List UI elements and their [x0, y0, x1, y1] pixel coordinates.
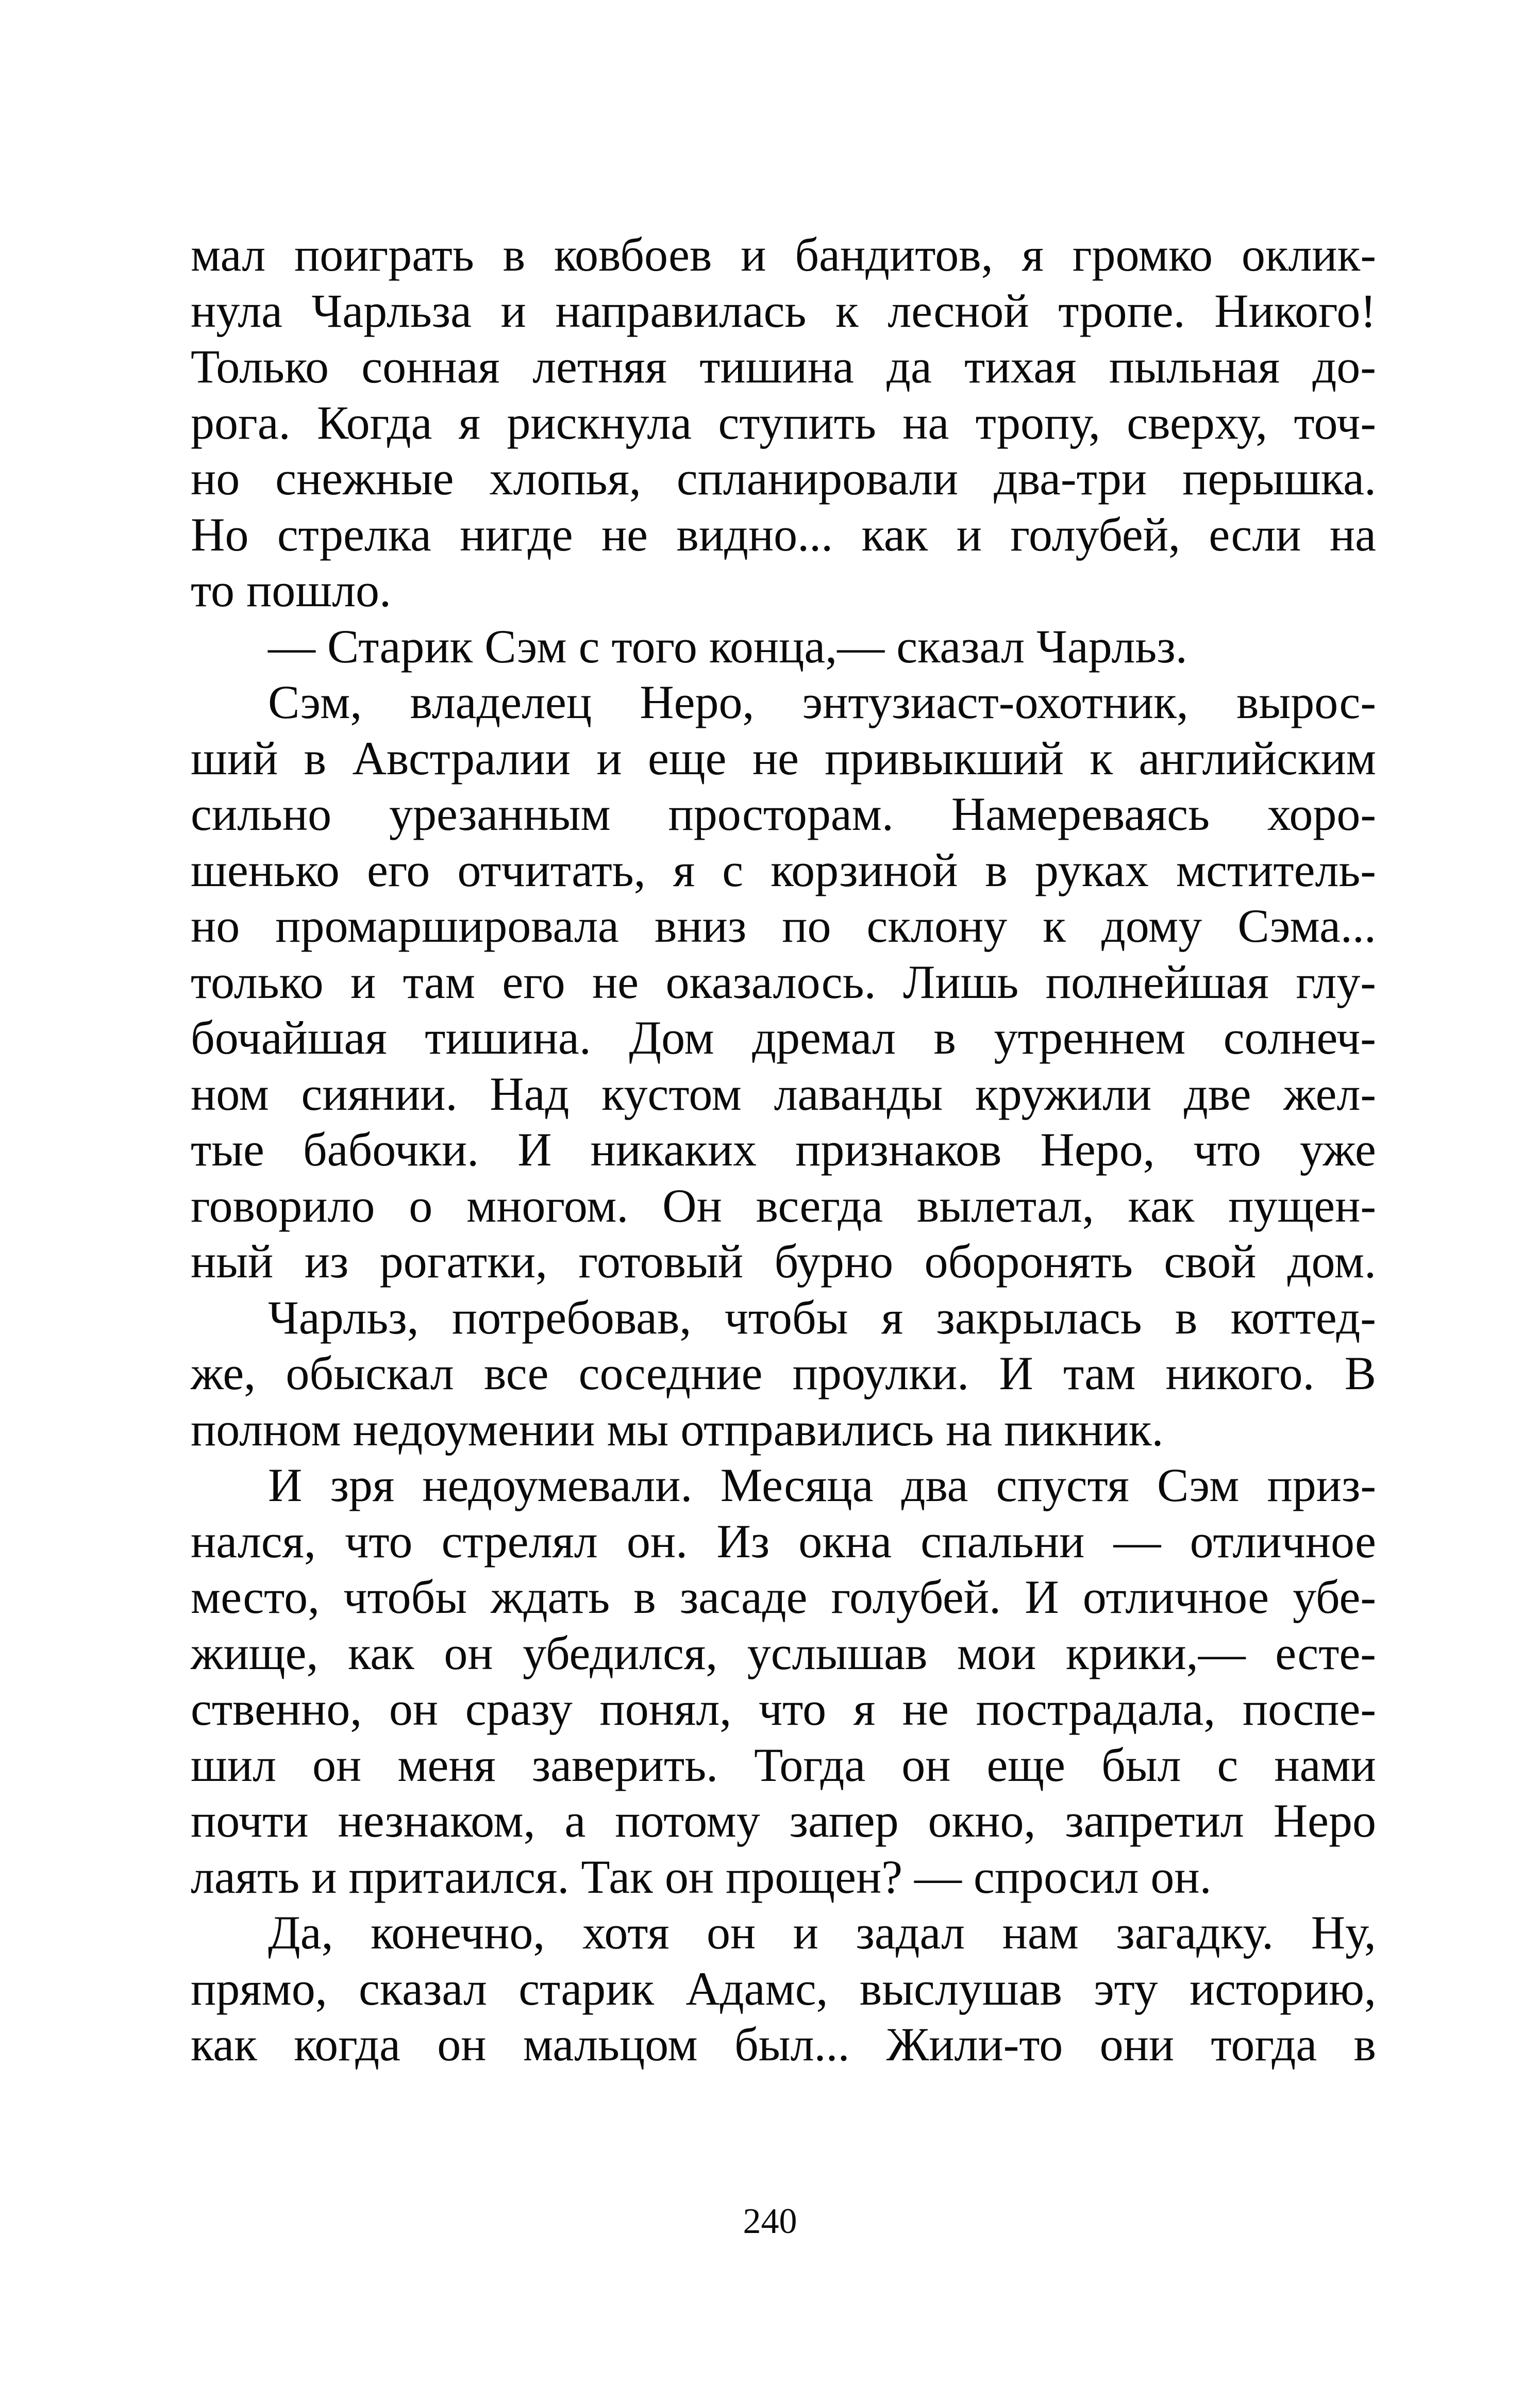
word: Только [191, 340, 329, 393]
word: два [901, 1459, 968, 1511]
word: И [268, 1459, 303, 1511]
word: корзиной [771, 843, 958, 896]
word: тропу, [975, 396, 1100, 449]
word: выслушав [859, 1962, 1062, 2015]
word: конечно, [371, 1906, 545, 1959]
text-line [191, 1290, 1376, 1346]
word: снежные [275, 452, 454, 505]
word: из [304, 1235, 349, 1288]
word: по [782, 899, 831, 952]
word: оборонять [924, 1235, 1133, 1288]
text-line [191, 730, 1376, 787]
word: мститель- [1176, 843, 1376, 896]
word: я [881, 1291, 903, 1344]
word: отчитать, [457, 843, 646, 896]
word: два-три [994, 452, 1147, 505]
word: рога. [191, 396, 291, 449]
text-line [191, 842, 1376, 898]
text-line [191, 2016, 1376, 2073]
word: недоумевали. [422, 1459, 693, 1511]
text-line [191, 339, 1376, 395]
word: Да, [268, 1906, 333, 1959]
word: и [741, 228, 766, 281]
text-line [191, 507, 1376, 563]
word: что [345, 1514, 413, 1568]
word: окно, [928, 1794, 1036, 1847]
word: Лишь [902, 955, 1019, 1008]
text-line [191, 1737, 1376, 1793]
word: шенько [191, 843, 340, 896]
word: Тогда [754, 1738, 866, 1791]
word: обыскал [286, 1347, 454, 1399]
text-line: то пошло. [191, 564, 391, 616]
word: Дом [629, 1011, 714, 1064]
word: лаванды [774, 1067, 943, 1120]
word: дом. [1287, 1235, 1376, 1288]
word: сверху, [1127, 396, 1268, 449]
word: проулки. [792, 1347, 969, 1399]
word: Австралии [352, 731, 571, 785]
word: был... [734, 2018, 850, 2071]
word: как [348, 1626, 414, 1679]
word: старик [518, 1962, 655, 2015]
word: ковбоев [554, 228, 712, 281]
word: мои [957, 1626, 1036, 1679]
word: тишина. [425, 1011, 591, 1064]
text-line [191, 1066, 1376, 1122]
text-line [191, 1010, 1376, 1066]
word: нался, [191, 1514, 316, 1568]
word: его [502, 955, 565, 1008]
word: направилась [555, 284, 807, 337]
word: поспе- [1242, 1682, 1376, 1735]
word: мал [191, 228, 266, 281]
word: голубей, [1010, 508, 1180, 561]
word: он [901, 1738, 951, 1791]
word: хлопья, [489, 452, 641, 505]
word: точ- [1294, 396, 1376, 449]
word: о [409, 1179, 433, 1232]
word: сказал [359, 1962, 487, 2015]
text-line [191, 1178, 1376, 1234]
word: незнаком, [338, 1794, 535, 1847]
word: ный [191, 1235, 274, 1288]
word: я [458, 396, 481, 449]
word: бабочки. [303, 1123, 479, 1176]
word: к [1090, 731, 1113, 785]
word: его [366, 843, 430, 896]
word: с [722, 843, 744, 896]
text-line [191, 1122, 1376, 1178]
word: Сэма... [1237, 899, 1376, 952]
word: склону [866, 899, 1008, 952]
word: не [752, 731, 799, 785]
word: место, [191, 1571, 320, 1623]
word: И [1025, 1571, 1059, 1623]
word: признаков [795, 1123, 1002, 1176]
word: руках [1034, 843, 1149, 896]
word: нами [1274, 1738, 1376, 1791]
word: окна [798, 1514, 892, 1568]
word: ждать [491, 1571, 610, 1623]
word: пострадала, [976, 1682, 1216, 1735]
word: на [1329, 508, 1376, 561]
word: Чарльза [311, 284, 472, 337]
word: Но [191, 508, 249, 561]
word: услышав [747, 1626, 928, 1679]
word: в [503, 228, 526, 281]
word: говорило [191, 1179, 375, 1232]
word: заверить. [531, 1738, 718, 1791]
word: сонная [361, 340, 500, 393]
word: спустя [996, 1459, 1129, 1511]
word: в [933, 1011, 956, 1064]
word: ственно, [191, 1682, 362, 1735]
word: готовый [578, 1235, 744, 1288]
word: там [1063, 1347, 1136, 1399]
word: Неро [1273, 1794, 1376, 1847]
word: в [985, 843, 1008, 896]
word: а [564, 1794, 586, 1847]
word: Ну, [1311, 1906, 1376, 1959]
word: летняя [532, 340, 667, 393]
word: рискнула [507, 396, 692, 449]
word: закрылась [936, 1291, 1142, 1344]
word: но [191, 452, 240, 505]
word: английским [1139, 731, 1376, 785]
word: в [304, 731, 327, 785]
word: пущен- [1228, 1179, 1376, 1232]
text-line [191, 283, 1376, 339]
word: оклик- [1241, 228, 1376, 281]
word: если [1209, 508, 1301, 561]
word: они [1099, 2018, 1175, 2071]
word: он [444, 1626, 493, 1679]
text-line [191, 1625, 1376, 1681]
text-line: полном недоумении мы отправились на пикник. [191, 1403, 1164, 1456]
word: соседние [578, 1347, 763, 1399]
text-line: — Старик Сэм с того конца,— сказал Чарльз. [268, 620, 1187, 673]
word: никого. [1165, 1347, 1315, 1399]
word: ступить [718, 396, 876, 449]
word: Он [662, 1179, 722, 1232]
text-line [191, 1234, 1376, 1290]
word: был [1101, 1738, 1181, 1791]
word: до- [1312, 340, 1376, 393]
word: Намереваясь [951, 788, 1210, 840]
word: владелец [410, 676, 592, 728]
word: меня [397, 1738, 496, 1791]
word: бурно [774, 1235, 894, 1288]
word: оказалось. [665, 955, 876, 1008]
word: спальни [920, 1514, 1085, 1568]
word: приз- [1267, 1459, 1376, 1511]
word: И [999, 1347, 1033, 1399]
body-text [191, 227, 1376, 2073]
word: запретил [1065, 1794, 1244, 1847]
word: — [1113, 1514, 1161, 1568]
word: кружили [975, 1067, 1152, 1120]
word: не [902, 1682, 949, 1735]
word: еще [647, 731, 727, 785]
text-line [191, 1961, 1376, 2017]
word: многом. [466, 1179, 629, 1232]
word: понял, [599, 1682, 732, 1735]
word: просторам. [668, 788, 894, 840]
text-line [191, 898, 1376, 954]
word: как [861, 508, 928, 561]
word: да [886, 340, 932, 393]
word: засаде [679, 1571, 808, 1623]
word: громко [1072, 228, 1213, 281]
word: не [592, 955, 639, 1008]
text-line [191, 1681, 1376, 1737]
word: хотя [582, 1906, 669, 1959]
text-line [191, 395, 1376, 451]
text-line [191, 1457, 1376, 1513]
word: спланировали [676, 452, 959, 505]
word: кустом [601, 1067, 742, 1120]
text-line [191, 1793, 1376, 1849]
word: потому [615, 1794, 760, 1847]
word: сильно [191, 788, 332, 840]
text-line [191, 674, 1376, 730]
word: отличное [1082, 1571, 1269, 1623]
word: в [633, 1571, 656, 1623]
word: Никого! [1214, 284, 1376, 337]
word: Адамс, [685, 1962, 828, 2015]
text-line [191, 954, 1376, 1010]
word: полнейшая [1045, 955, 1269, 1008]
word: И [517, 1123, 552, 1176]
word: всегда [756, 1179, 883, 1232]
word: рогатки, [379, 1235, 547, 1288]
word: он [389, 1682, 439, 1735]
word: запер [789, 1794, 899, 1847]
word: чтобы [724, 1291, 848, 1344]
word: нам [1002, 1906, 1079, 1959]
word: Жили-то [886, 2018, 1063, 2071]
text-line [191, 227, 1376, 283]
word: свой [1164, 1235, 1257, 1288]
word: но [191, 899, 240, 952]
word: дремал [752, 1011, 896, 1064]
word: В [1344, 1347, 1376, 1399]
word: перышка. [1182, 452, 1376, 505]
word: тые [191, 1123, 264, 1176]
word: Сэм, [268, 676, 362, 728]
word: Чарльз, [268, 1291, 419, 1344]
word: задал [856, 1906, 965, 1959]
text-line [191, 786, 1376, 842]
word: как [191, 2018, 257, 2071]
word: и [793, 1906, 819, 1959]
word: убе- [1293, 1571, 1376, 1623]
word: голубей. [831, 1571, 1001, 1623]
word: нула [191, 284, 282, 337]
word: потребовав, [451, 1291, 692, 1344]
word: что [1193, 1123, 1261, 1176]
word: там [403, 955, 476, 1008]
word: тишина [699, 340, 854, 393]
word: нигде [460, 508, 573, 561]
word: стрелка [277, 508, 431, 561]
word: чтобы [343, 1571, 467, 1623]
word: глу- [1296, 955, 1376, 1008]
word: тогда [1211, 2018, 1317, 2071]
word: как [1128, 1179, 1195, 1232]
word: историю, [1189, 1962, 1376, 2015]
word: ший [191, 731, 278, 785]
word: убедился, [523, 1626, 718, 1679]
word: и [350, 955, 376, 1008]
word: и [500, 284, 526, 337]
word: видно... [676, 508, 833, 561]
word: эту [1094, 1962, 1158, 2015]
word: зря [330, 1459, 395, 1511]
word: он. [626, 1514, 688, 1568]
word: Неро, [1040, 1123, 1155, 1176]
word: Неро, [640, 676, 755, 728]
word: он [707, 1906, 756, 1959]
word: утреннем [994, 1011, 1186, 1064]
word: он [312, 1738, 362, 1791]
word: дому [1101, 899, 1202, 952]
word: никаких [590, 1123, 757, 1176]
word: я [1022, 228, 1044, 281]
word: вниз [654, 899, 747, 952]
word: бочайшая [191, 1011, 387, 1064]
word: и [956, 508, 982, 561]
text-line: лаять и притаился. Так он прощен? — спросил он. [191, 1850, 1212, 1903]
word: хоро- [1267, 788, 1376, 840]
word: я [673, 843, 695, 896]
word: бандитов, [795, 228, 993, 281]
word: солнеч- [1223, 1011, 1376, 1064]
word: мальцом [523, 2018, 698, 2071]
word: урезанным [389, 788, 611, 840]
word: в [1353, 2018, 1376, 2071]
word: когда [294, 2018, 400, 2071]
word: Из [716, 1514, 770, 1568]
word: Над [490, 1067, 570, 1120]
word: и [596, 731, 622, 785]
word: жище, [191, 1626, 319, 1679]
word: сиянии. [301, 1067, 458, 1120]
word: отличное [1190, 1514, 1376, 1568]
word: шил [191, 1738, 276, 1791]
word: жел- [1283, 1067, 1376, 1120]
word: он [437, 2018, 487, 2071]
text-line [191, 1569, 1376, 1625]
text-line [191, 1905, 1376, 1961]
word: промаршировала [275, 899, 619, 952]
word: уже [1299, 1123, 1376, 1176]
word: пыльная [1109, 340, 1280, 393]
text-line [191, 451, 1376, 507]
word: еще [986, 1738, 1065, 1791]
word: почти [191, 1794, 309, 1847]
word: коттед- [1230, 1291, 1376, 1344]
word: привыкший [825, 731, 1064, 785]
word: к [1043, 899, 1066, 952]
word: к [835, 284, 859, 337]
word: только [191, 955, 324, 1008]
word: все [483, 1347, 549, 1399]
word: что [758, 1682, 827, 1735]
word: ном [191, 1067, 269, 1120]
word: сразу [465, 1682, 573, 1735]
word: энтузиаст-охотник, [802, 676, 1189, 728]
word: Сэм [1157, 1459, 1240, 1511]
word: Месяца [720, 1459, 874, 1511]
text-line [191, 1345, 1376, 1402]
word: лесной [888, 284, 1029, 337]
word: крики,— [1065, 1626, 1246, 1679]
word: тропе. [1058, 284, 1185, 337]
word: тихая [964, 340, 1077, 393]
page-number: 240 [743, 2202, 797, 2241]
word: же, [191, 1347, 256, 1399]
word: с [1217, 1738, 1238, 1791]
word: стрелял [441, 1514, 598, 1568]
word: две [1183, 1067, 1251, 1120]
word: загадку. [1116, 1906, 1274, 1959]
text-line [191, 1513, 1376, 1570]
word: прямо, [191, 1962, 327, 2015]
word: есте- [1275, 1626, 1376, 1679]
word: поиграть [294, 228, 474, 281]
word: вырос- [1236, 676, 1376, 728]
word: вылетал, [916, 1179, 1094, 1232]
word: в [1175, 1291, 1198, 1344]
word: не [601, 508, 648, 561]
word: на [902, 396, 949, 449]
word: я [853, 1682, 876, 1735]
word: Когда [316, 396, 432, 449]
